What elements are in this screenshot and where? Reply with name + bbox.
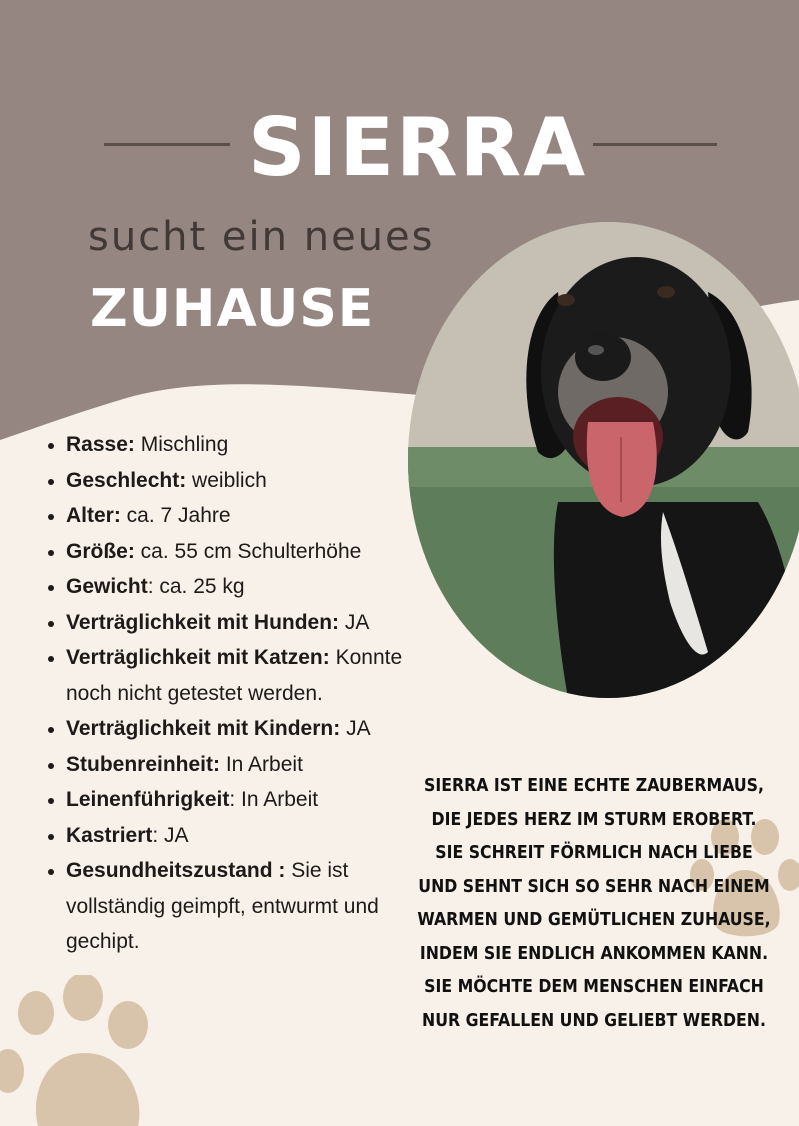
- fact-value: ca. 7 Jahre: [120, 504, 231, 527]
- title-rule-right: [593, 143, 717, 146]
- fact-label: Gesundheitszustand :: [66, 859, 286, 882]
- fact-label: Verträglichkeit mit Katzen:: [66, 646, 330, 669]
- fact-value: Konnte noch nicht getestet werden.: [66, 646, 403, 705]
- fact-label: Rasse:: [66, 433, 135, 456]
- fact-item-katzen: [66, 640, 426, 711]
- story-line: INDEM SIE ENDLICH ANKOMMEN KANN.: [419, 943, 769, 964]
- fact-item-groesse: [66, 534, 426, 570]
- fact-label: Gewicht: [66, 575, 148, 598]
- fact-value: In Arbeit: [220, 752, 303, 776]
- fact-item-rasse: [66, 427, 426, 463]
- title-row: [0, 98, 799, 208]
- story-line: SIE MÖCHTE DEM MENSCHEN EINFACH: [424, 977, 764, 997]
- fact-item-gewicht: [66, 569, 426, 605]
- fact-value: : ca. 25 kg: [147, 575, 245, 598]
- story-line: DIE JEDES HERZ IM STURM EROBERT.: [431, 809, 757, 830]
- fact-value: JA: [340, 717, 371, 740]
- facts-list: [40, 427, 426, 960]
- page-title: SIERRA: [248, 101, 588, 194]
- fact-value: Mischling: [134, 433, 229, 456]
- fact-label: Alter:: [66, 504, 121, 527]
- fact-item-alter: [66, 498, 426, 534]
- subtitle: sucht ein neues: [88, 214, 435, 260]
- fact-value: weiblich: [186, 468, 267, 492]
- story-line: UND SEHNT SICH SO SEHR NACH EINEM: [418, 876, 770, 897]
- subtitle-emphasis: ZUHAUSE: [90, 279, 375, 339]
- fact-value: : In Arbeit: [229, 788, 319, 811]
- fact-item-stubenreinheit: [66, 747, 426, 783]
- story-line: SIERRA IST EINE ECHTE ZAUBERMAUS,: [424, 776, 764, 796]
- story-line: NUR GEFALLEN UND GELIEBT WERDEN.: [422, 1010, 766, 1031]
- fact-item-kinder: [66, 711, 426, 747]
- fact-item-gesundheit: [66, 853, 426, 960]
- story-text: [408, 770, 780, 1038]
- fact-label: Stubenreinheit:: [66, 752, 221, 776]
- fact-item-geschlecht: [66, 463, 426, 499]
- fact-label: Geschlecht:: [66, 468, 187, 492]
- fact-label: Verträglichkeit mit Kindern:: [66, 717, 341, 740]
- fact-value: ca. 55 cm Schulterhöhe: [134, 539, 362, 563]
- fact-item-leinenfuehrigkeit: [66, 782, 426, 818]
- fact-label: Leinenführigkeit: [66, 788, 230, 811]
- fact-label: Verträglichkeit mit Hunden:: [66, 610, 340, 634]
- fact-item-hunde: [66, 605, 426, 641]
- paw-print-icon: [0, 975, 160, 1126]
- fact-value: : JA: [152, 823, 189, 847]
- dog-photo: [408, 222, 799, 698]
- story-line: WARMEN UND GEMÜTLICHEN ZUHAUSE,: [417, 910, 771, 930]
- fact-label: Kastriert: [66, 823, 153, 847]
- fact-item-kastriert: [66, 818, 426, 854]
- story-line: SIE SCHREIT FÖRMLICH NACH LIEBE: [435, 843, 753, 863]
- fact-label: Größe:: [66, 539, 135, 563]
- fact-value: JA: [339, 610, 370, 634]
- fact-value: Sie ist vollständig geimpft, entwurmt und gechipt.: [66, 859, 379, 953]
- title-rule-left: [104, 143, 230, 146]
